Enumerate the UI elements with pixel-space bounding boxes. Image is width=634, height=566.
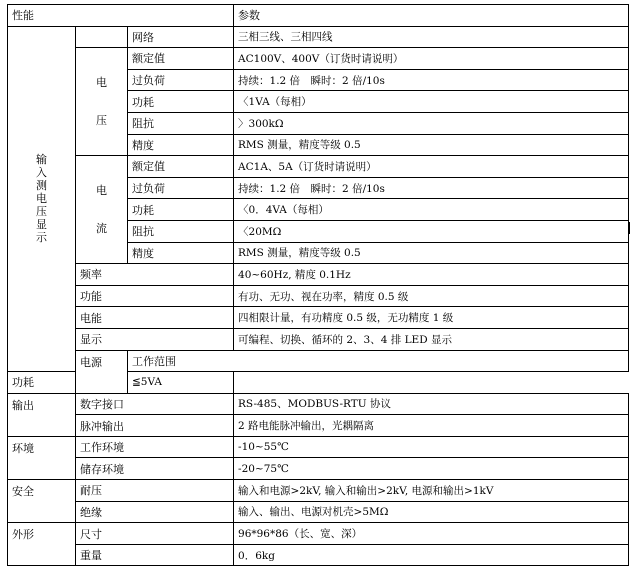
header-params: 参数	[234, 5, 629, 27]
row-value: 〈1VA（每相）	[234, 91, 629, 113]
table-row	[8, 436, 629, 458]
subgroup-label-bottom: 流	[96, 221, 107, 235]
row-value: 2 路电能脉冲输出，光耦隔离	[234, 415, 629, 437]
row-label: 功耗	[128, 199, 234, 221]
group-label: 环境	[8, 436, 76, 479]
row-label: 阻抗	[128, 220, 234, 242]
row-label: 过负荷	[128, 177, 234, 199]
row-value: 输入和电源>2kV, 输入和输出>2kV, 电源和输出>1kV	[234, 480, 629, 502]
row-value: 输入、输出、电源对机壳>5MΩ	[234, 501, 629, 523]
table-row	[8, 523, 629, 545]
header-feature: 性能	[8, 5, 234, 27]
row-value: 0．6kg	[234, 544, 629, 566]
row-label: 绝缘	[76, 501, 234, 523]
table-row	[8, 285, 629, 307]
table-row	[8, 458, 629, 480]
row-label: 耐压	[76, 480, 234, 502]
row-label: 储存环境	[76, 458, 234, 480]
group-label-input	[8, 26, 76, 372]
row-label: 工作范围	[128, 350, 629, 372]
row-value: 〈0．4VA（每相）	[234, 199, 629, 221]
row-label: 过负荷	[128, 69, 234, 91]
table-row	[8, 26, 629, 48]
subgroup-label-top: 电	[96, 183, 107, 197]
row-label: 频率	[76, 264, 234, 286]
row-value: ≦5VA	[128, 372, 234, 394]
edge-mark	[628, 222, 630, 234]
table-row	[8, 415, 629, 437]
table-row	[8, 350, 629, 372]
row-value: 96*96*86（长、宽、深）	[234, 523, 629, 545]
group-label: 外形	[8, 523, 76, 566]
table-row	[8, 501, 629, 523]
row-label: 额定值	[128, 156, 234, 178]
row-value: 可编程、切换、循环的 2、3、4 排 LED 显示	[234, 328, 629, 350]
row-value: -10~55℃	[234, 436, 629, 458]
row-label: 电能	[76, 307, 234, 329]
row-value: 〉300kΩ	[234, 112, 629, 134]
table-row	[8, 372, 629, 394]
row-label: 尺寸	[76, 523, 234, 545]
table-row	[8, 328, 629, 350]
row-label: 阻抗	[128, 112, 234, 134]
row-value: 持续：1.2 倍 瞬时：2 倍/10s	[234, 177, 629, 199]
row-value: 三相三线、三相四线	[234, 26, 629, 48]
row-label: 数字接口	[76, 393, 234, 415]
row-value: RMS 测量，精度等级 0.5	[234, 242, 629, 264]
row-value: RS-485、MODBUS-RTU 协议	[234, 393, 629, 415]
row-label: 功耗	[8, 372, 128, 394]
table-row	[8, 544, 629, 566]
row-label: 重量	[76, 544, 234, 566]
row-value: RMS 测量，精度等级 0.5	[234, 134, 629, 156]
header-row	[8, 5, 629, 27]
table-row	[8, 264, 629, 286]
subgroup-label-current	[76, 156, 128, 264]
table-row	[8, 307, 629, 329]
subgroup-label-top: 电	[96, 75, 107, 89]
subgroup-label-voltage	[76, 48, 128, 156]
table-row	[8, 480, 629, 502]
row-value: 持续：1.2 倍 瞬时：2 倍/10s	[234, 69, 629, 91]
subgroup-label-bottom: 压	[96, 113, 107, 127]
group-label: 电源	[76, 350, 128, 393]
row-label: 网络	[128, 26, 234, 48]
row-value: 四相限计量，有功精度 0.5 级，无功精度 1 级	[234, 307, 629, 329]
row-label: 显示	[76, 328, 234, 350]
table-row	[8, 393, 629, 415]
row-label: 额定值	[128, 48, 234, 70]
table-row	[8, 156, 629, 178]
row-value: AC100V、400V（订货时请说明）	[234, 48, 629, 70]
row-label: 工作环境	[76, 436, 234, 458]
row-label: 功能	[76, 285, 234, 307]
group-label: 安全	[8, 480, 76, 523]
spec-table	[7, 4, 629, 566]
row-label: 脉冲输出	[76, 415, 234, 437]
row-label: 功耗	[128, 91, 234, 113]
row-value: 〈20MΩ	[234, 220, 629, 242]
row-label: 精度	[128, 134, 234, 156]
group-label-input-text: 输入测电压显示	[36, 153, 47, 245]
row-label: 精度	[128, 242, 234, 264]
row-value: 40~60Hz, 精度 0.1Hz	[234, 264, 629, 286]
row-value: 有功、无功、视在功率，精度 0.5 级	[234, 285, 629, 307]
row-value: AC1A、5A（订货时请说明）	[234, 156, 629, 178]
row-value: -20~75℃	[234, 458, 629, 480]
table-row	[8, 48, 629, 70]
group-label: 输出	[8, 393, 76, 436]
